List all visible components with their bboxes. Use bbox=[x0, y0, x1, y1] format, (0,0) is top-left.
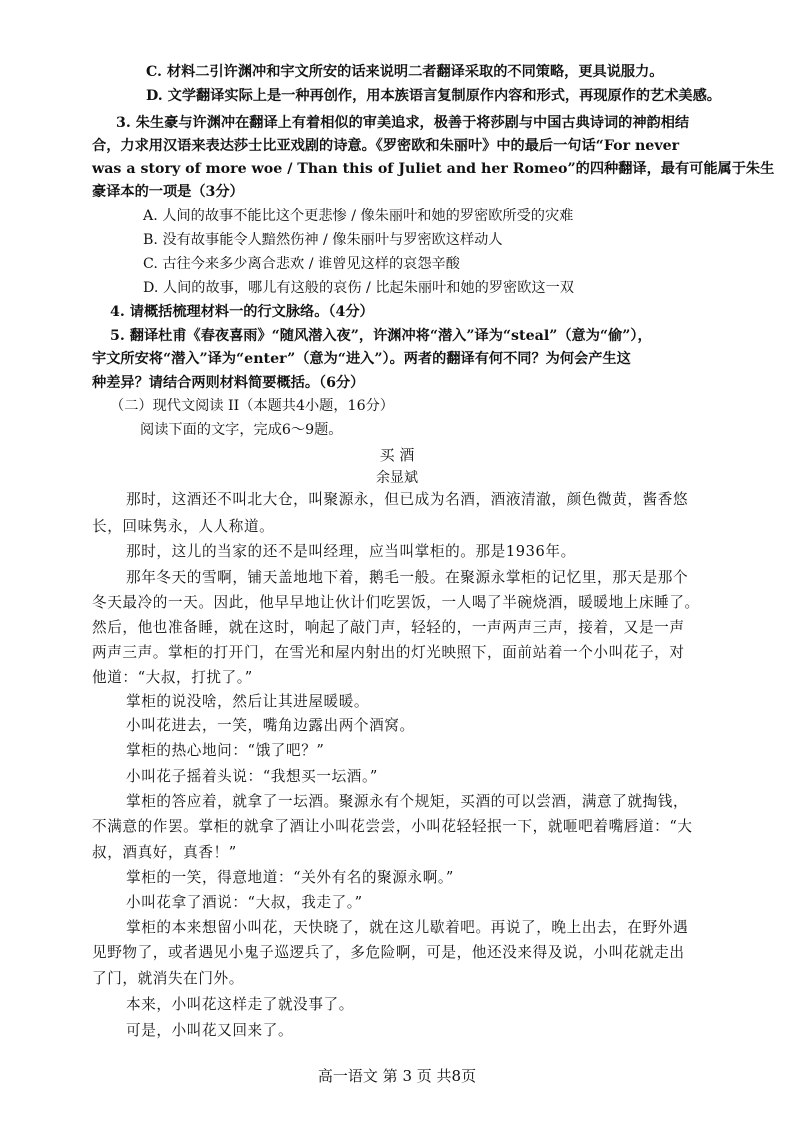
question-3-line-4: 豪译本的一项是（3分） bbox=[92, 184, 244, 200]
q3-option-d: D. 人间的故事，哪儿有这般的哀伤 / 比起朱丽叶和她的罗密欧这一双 bbox=[143, 280, 574, 296]
paragraph-line: 不满意的作罢。掌柜的就拿了酒让小叫花尝尝，小叫花轻轻抿一下，就咂吧着嘴唇道：“大 bbox=[92, 818, 693, 835]
paragraph-line: 可是，小叫花又回来了。 bbox=[126, 1022, 294, 1039]
option-d-line: D. 文学翻译实际上是一种再创作，用本族语言复制原作内容和形式，再现原作的艺术美感。 bbox=[146, 88, 721, 104]
paragraph-line: 小叫花拿了酒说：“大叔，我走了。” bbox=[126, 894, 363, 911]
q3-option-a: A. 人间的故事不能比这个更悲惨 / 像朱丽叶和她的罗密欧所受的灾难 bbox=[143, 208, 574, 224]
paragraph-line: 掌柜的热心地问：“饿了吧？” bbox=[126, 742, 325, 759]
question-4: 4. 请概括梳理材料一的行文脉络。（4分） bbox=[110, 304, 374, 320]
paragraph-line: 叔，酒真好，真香！” bbox=[92, 844, 237, 861]
paragraph-line: 那年冬天的雪啊，铺天盖地地下着，鹅毛一般。在聚源永掌柜的记忆里，那天是那个 bbox=[126, 569, 689, 586]
paragraph-line: 长，回味隽永，人人称道。 bbox=[92, 518, 275, 535]
paragraph-line: 两声三声。掌柜的打开门，在雪光和屋内射出的灯光映照下，面前站着一个小叫花子，对 bbox=[92, 644, 685, 661]
question-3-line-3: was a story of more woe / Than this of Juliet and her Romeo”的四种翻译，最有可能属于朱生 bbox=[92, 161, 775, 177]
question-5-line-2: 宇文所安将“潜入”译为“enter”（意为“进入”）。两者的翻译有何不同？为何会产生这 bbox=[92, 351, 631, 367]
q3-option-b: B. 没有故事能令人黯然伤神 / 像朱丽叶与罗密欧这样动人 bbox=[143, 232, 503, 248]
paragraph-line: 冬天最冷的一天。因此，他早早地让伙计们吃罢饭，一人喝了半碗烧酒，暖暖地上床睡了。 bbox=[92, 594, 700, 611]
paragraph-line: 他道：“大叔，打扰了。” bbox=[92, 669, 253, 686]
paragraph-line: 见野物了，或者遇见小鬼子巡逻兵了，多危险啊，可是，他还没来得及说，小叫花就走出 bbox=[92, 944, 685, 961]
option-c-line: C. 材料二引许渊冲和宇文所安的话来说明二者翻译采取的不同策略，更具说服力。 bbox=[146, 64, 664, 80]
question-5-line-1: 5. 翻译杜甫《春夜喜雨》“随风潜入夜”，许渊冲将“潜入”译为“steal”（意为“偷”）， bbox=[110, 328, 652, 344]
paragraph-line: 掌柜的答应着，就拿了一坛酒。聚源永有个规矩，买酒的可以尝酒，满意了就掏钱， bbox=[126, 793, 689, 810]
question-3-line-1: 3. 朱生豪与许渊冲在翻译上有着相似的审美追求，极善于将莎剧与中国古典诗词的神韵相结 bbox=[116, 115, 690, 131]
question-3-line-2: 合，力求用汉语来表达莎士比亚戏剧的诗意。《罗密欧和朱丽叶》中的最后一句话“For never bbox=[92, 138, 680, 154]
section-heading: （二）现代文阅读 II（本题共4小题，16分） bbox=[110, 398, 394, 414]
paragraph-line: 那时，这儿的当家的还不是叫经理，应当叫掌柜的。那是1936年。 bbox=[126, 543, 576, 560]
page-footer: 高一语文 第 3 页 共8页 bbox=[317, 1067, 477, 1085]
paragraph-line: 掌柜的本来想留小叫花，天快晓了，就在这儿歇着吧。再说了，晚上出去，在野外遇 bbox=[126, 919, 689, 936]
paragraph-line: 然后，他也准备睡，就在这时，响起了敲门声，轻轻的，一声两声三声，接着，又是一声 bbox=[92, 619, 685, 636]
paragraph-line: 小叫花子摇着头说：“我想买一坛酒。” bbox=[126, 768, 378, 785]
reading-instruction: 阅读下面的文字，完成6～9题。 bbox=[140, 422, 343, 438]
question-5-line-3: 种差异？请结合两则材料简要概括。（6分） bbox=[92, 375, 365, 391]
paragraph-line: 了门，就消失在门外。 bbox=[92, 970, 244, 987]
paragraph-line: 本来，小叫花这样走了就没事了。 bbox=[126, 996, 354, 1013]
q3-option-c: C. 古往今来多少离合悲欢 / 谁曾见这样的哀怨辛酸 bbox=[143, 256, 460, 272]
paragraph-line: 掌柜的说没啥，然后让其进屋暖暖。 bbox=[126, 693, 370, 710]
paragraph-line: 那时，这酒还不叫北大仓，叫聚源永，但已成为名酒，酒液清澈，颜色微黄，酱香悠 bbox=[126, 491, 689, 508]
paragraph-line: 小叫花进去，一笑，嘴角边露出两个酒窝。 bbox=[126, 717, 415, 734]
paragraph-line: 掌柜的一笑，得意地道：“关外有名的聚源永啊。” bbox=[126, 869, 454, 886]
story-title: 买 酒 bbox=[379, 446, 415, 464]
story-author: 余显斌 bbox=[376, 470, 418, 486]
